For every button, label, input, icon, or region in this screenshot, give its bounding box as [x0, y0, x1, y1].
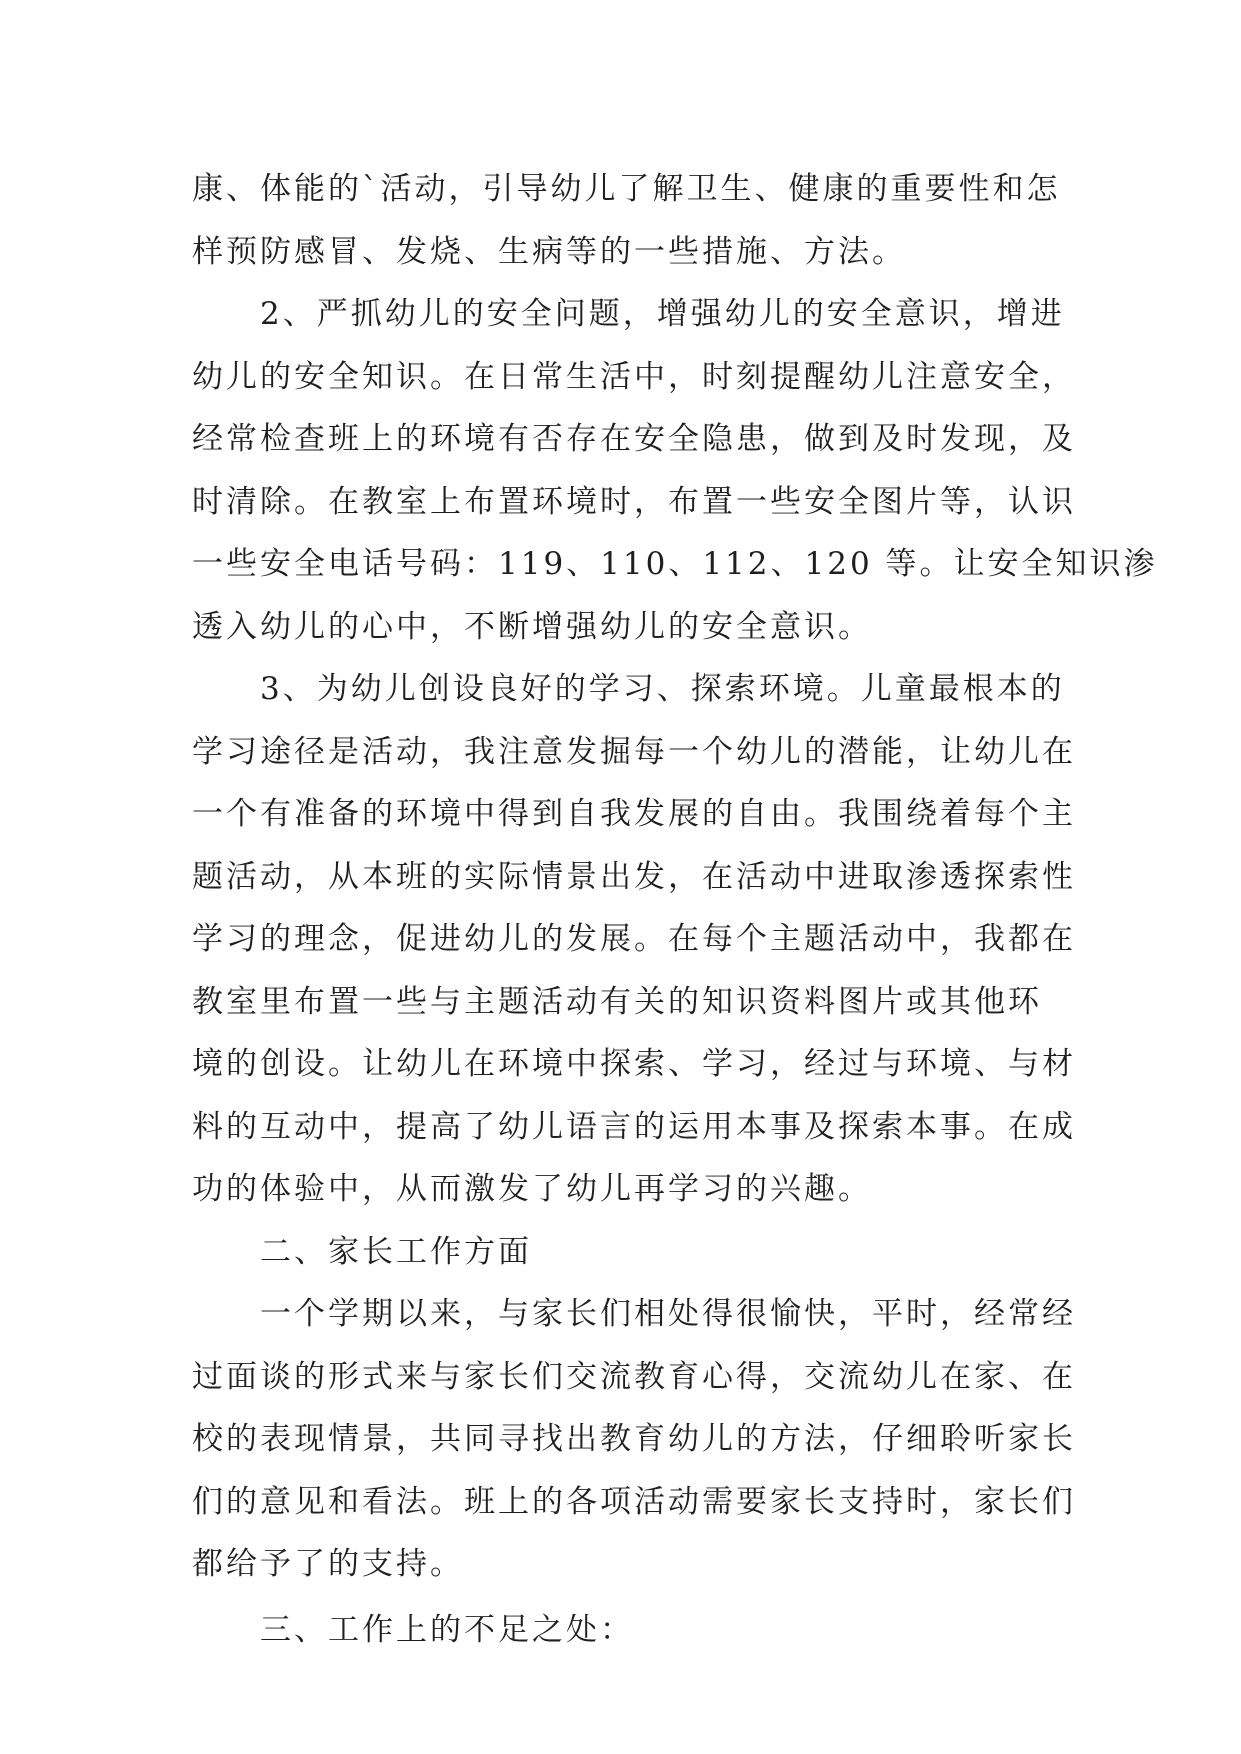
- text-line: 一个有准备的环境中得到自我发展的自由。我围绕着每个主: [192, 796, 1076, 832]
- text-line: 过面谈的形式来与家长们交流教育心得，交流幼儿在家、在: [192, 1358, 1076, 1395]
- text-line: 校的表现情景，共同寻找出教育幼儿的方法，仔细聆听家长: [192, 1421, 1076, 1457]
- text-line: 题活动，从本班的实际情景出发，在活动中进取渗透探索性: [192, 858, 1076, 895]
- text-line: 境的创设。让幼儿在环境中探索、学习，经过与环境、与材: [192, 1046, 1076, 1082]
- text-line: 教室里布置一些与主题活动有关的知识资料图片或其他环: [192, 983, 1042, 1020]
- text-line: 都给予了的支持。: [192, 1546, 464, 1582]
- text-line: 2、严抓幼儿的安全问题，增强幼儿的安全意识，增进: [192, 296, 1065, 332]
- text-line: 一个学期以来，与家长们相处得很愉快，平时，经常经: [192, 1296, 1076, 1332]
- text-line: 功的体验中，从而激发了幼儿再学习的兴趣。: [192, 1171, 872, 1207]
- section-heading: 二、家长工作方面: [192, 1233, 532, 1270]
- text-line: 们的意见和看法。班上的各项活动需要家长支持时，家长们: [192, 1483, 1076, 1520]
- body-text: [192, 158, 1158, 1661]
- text-line: 康、体能的`活动，引导幼儿了解卫生、健康的重要性和怎: [192, 171, 1061, 207]
- text-line: 学习的理念，促进幼儿的发展。在每个主题活动中，我都在: [192, 921, 1076, 957]
- text-line: 样预防感冒、发烧、生病等的一些措施、方法。: [192, 233, 906, 270]
- section-heading: 三、工作上的不足之处：: [192, 1611, 634, 1648]
- text-line: 时清除。在教室上布置环境时，布置一些安全图片等，认识: [192, 483, 1076, 520]
- text-line: 透入幼儿的心中，不断增强幼儿的安全意识。: [192, 608, 872, 645]
- text-line: 一些安全电话号码：119、110、112、120 等。让安全知识渗: [192, 546, 1158, 582]
- text-line: 料的互动中，提高了幼儿语言的运用本事及探索本事。在成: [192, 1108, 1076, 1145]
- text-line: 3、为幼儿创设良好的学习、探索环境。儿童最根本的: [192, 671, 1065, 707]
- text-line: 学习途径是活动，我注意发掘每一个幼儿的潜能，让幼儿在: [192, 733, 1076, 770]
- text-line: 经常检查班上的环境有否存在安全隐患，做到及时发现，及: [192, 421, 1076, 457]
- text-line: 幼儿的安全知识。在日常生活中，时刻提醒幼儿注意安全，: [192, 358, 1076, 395]
